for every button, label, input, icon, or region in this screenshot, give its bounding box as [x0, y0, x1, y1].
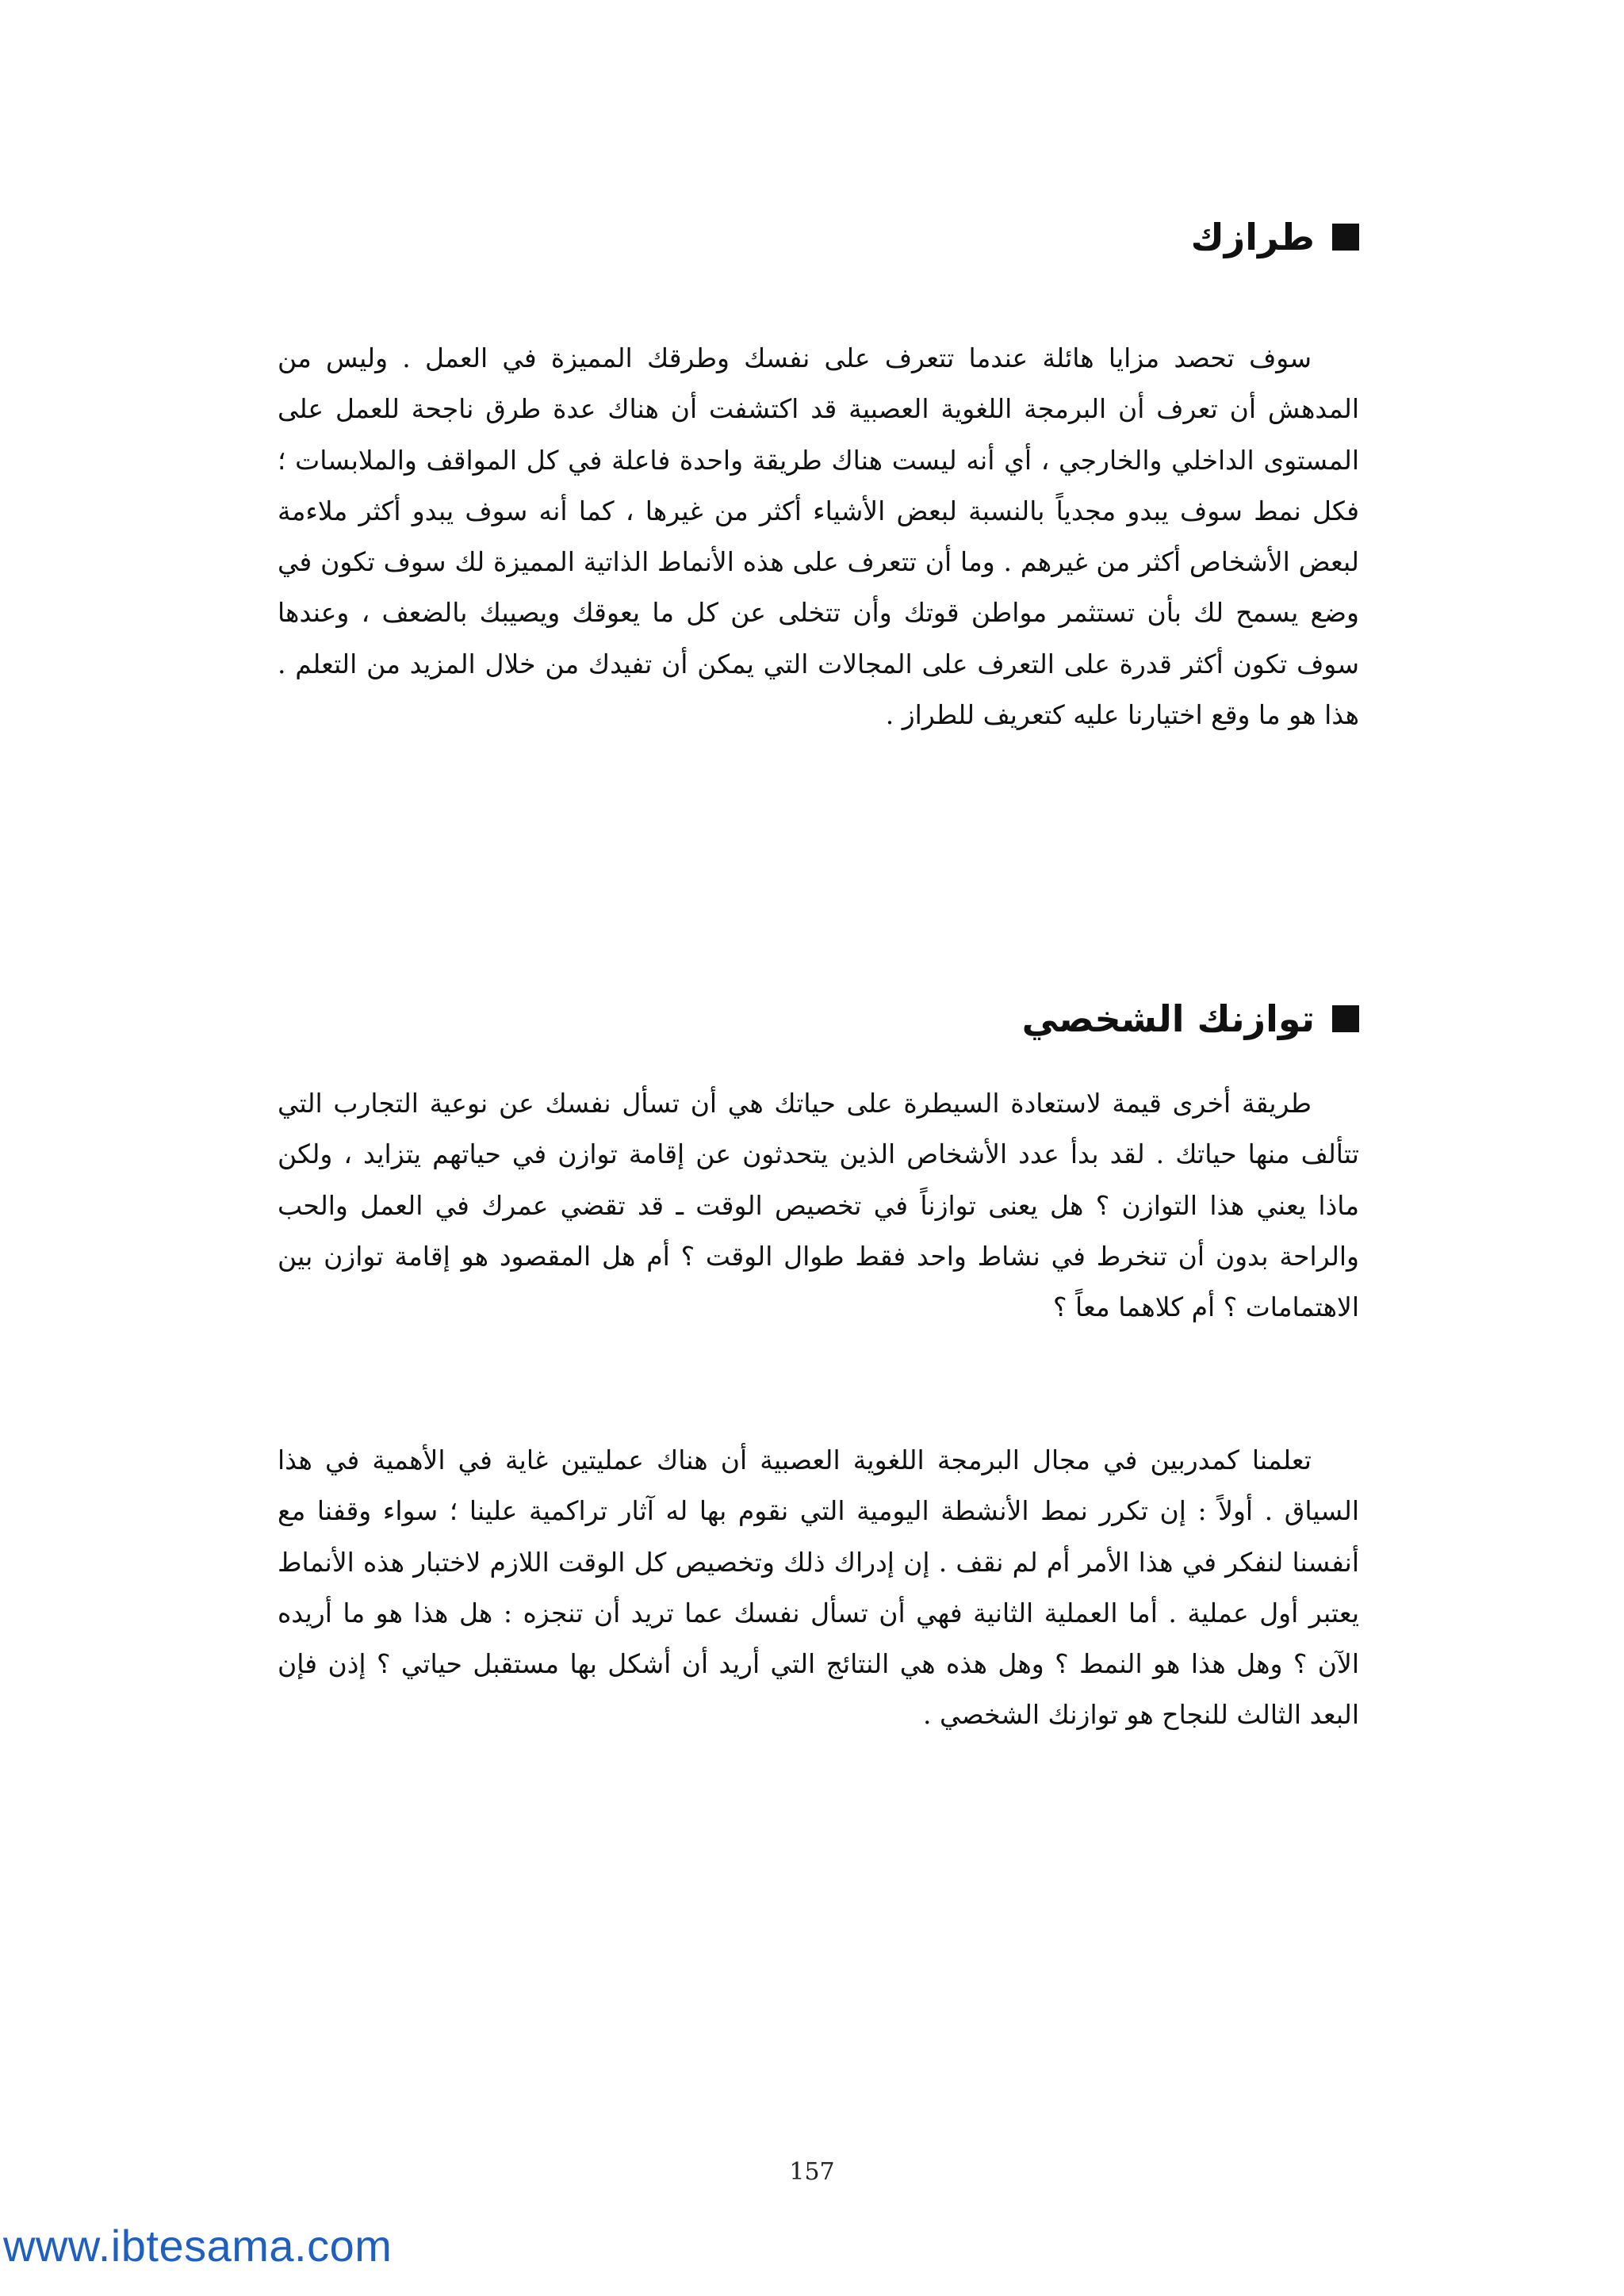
- watermark-url: www.ibtesama.com: [3, 2221, 393, 2271]
- section-heading-balance: [1021, 997, 1359, 1040]
- square-bullet-icon: [1332, 224, 1359, 251]
- page-number: 157: [789, 2158, 835, 2186]
- section-heading-text: توازنك الشخصي: [1021, 997, 1315, 1040]
- paragraph-style: سوف تحصد مزايا هائلة عندما تتعرف على نفسك وطرقك المميزة في العمل . وليس من المدهش أن تعرف أن البرمجة اللغوية العصبية قد اكتشفت أن هناك عدة طرق ناجحة للعمل على المستوى الداخلي والخارجي ، أي أنه ليست هناك طريقة واحدة فاعلة في كل المواقف والملابسات ؛ فكل نمط سوف يبدو مجدياً بالنسبة لبعض الأشياء أكثر من غيرها ، كما أنه سوف يبدو أكثر ملاءمة لبعض الأشخاص أكثر من غيرهم . وما أن تتعرف على هذه الأنماط الذاتية المميزة لك سوف تكون في وضع يسمح لك بأن تستثمر مواطن قوتك وأن تتخلى عن كل ما يعوقك ويصيبك بالضعف ، وعندها سوف تكون أكثر قدرة على التعرف على المجالات التي يمكن أن تفيدك من خلال المزيد من التعلم . هذا هو ما وقع اختيارنا عليه كتعريف للطراز .: [278, 342, 1359, 731]
- paragraph-balance-1: طريقة أخرى قيمة لاستعادة السيطرة على حياتك هي أن تسأل نفسك عن نوعية التجارب التي تتألف منها حياتك . لقد بدأ عدد الأشخاص الذين يتحدثون عن إقامة توازن في حياتهم يتزايد ، ولكن ماذا يعني هذا التوازن ؟ هل يعنى توازناً في تخصيص الوقت ـ قد تقضي عمرك في العمل والحب والراحة بدون أن تنخرط في نشاط واحد فقط طوال الوقت ؟ أم هل المقصود هو إقامة توازن بين الاهتمامات ؟ أم كلاهما معاً ؟: [278, 1088, 1359, 1323]
- paragraph-balance-2: تعلمنا كمدربين في مجال البرمجة اللغوية العصبية أن هناك عمليتين غاية في الأهمية في هذا السياق . أولاً : إن تكرر نمط الأنشطة اليومية التي نقوم بها له آثار تراكمية علينا ؛ سواء وقفنا مع أنفسنا لنفكر في هذا الأمر أم لم نقف . إن إدراك ذلك وتخصيص كل الوقت اللازم لاختبار هذه الأنماط يعتبر أول عملية . أما العملية الثانية فهي أن تسأل نفسك عما تريد أن تنجزه : هل هذا هو ما أريده الآن ؟ وهل هذا هو النمط ؟ وهل هذه هي النتائج التي أريد أن أشكل بها مستقبل حياتي ؟ إذن فإن البعد الثالث للنجاح هو توازنك الشخصي .: [278, 1445, 1359, 1731]
- square-bullet-icon: [1332, 1005, 1359, 1032]
- section-heading-text: طرازك: [1190, 216, 1315, 258]
- section-heading-style: [1190, 216, 1359, 258]
